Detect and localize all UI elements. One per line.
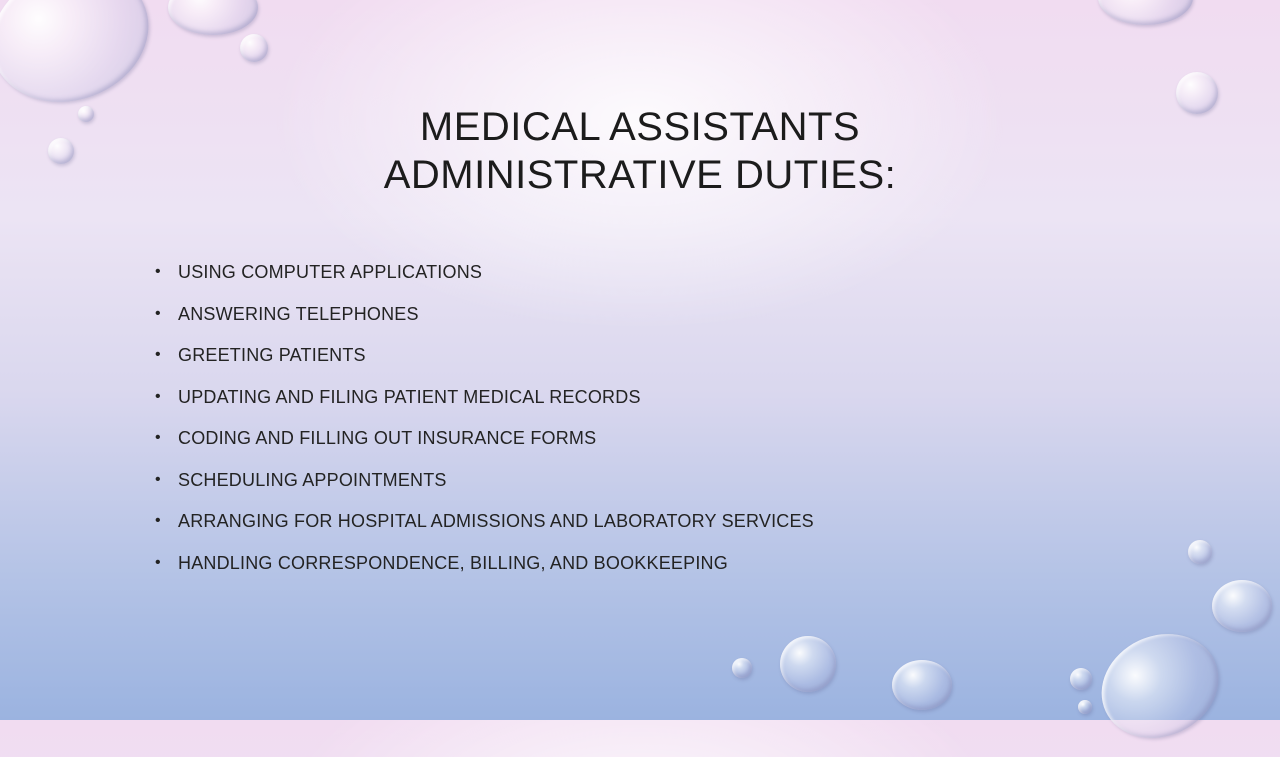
droplet-icon <box>168 0 258 35</box>
list-item <box>155 258 1155 300</box>
bullet-icon: • <box>155 263 161 280</box>
slide-title <box>0 103 1280 199</box>
list-item-text: USING COMPUTER APPLICATIONS <box>178 262 483 282</box>
list-item <box>155 383 1155 425</box>
bullet-icon: • <box>155 346 161 363</box>
droplet-icon <box>1212 580 1272 632</box>
droplet-icon <box>780 636 836 692</box>
title-line-2: ADMINISTRATIVE DUTIES: <box>383 152 897 197</box>
list-item-text: GREETING PATIENTS <box>178 345 366 365</box>
list-item <box>155 466 1155 508</box>
list-item-text: ANSWERING TELEPHONES <box>178 303 419 324</box>
list-item-text: CODING AND FILLING OUT INSURANCE FORMS <box>178 428 597 448</box>
list-item <box>155 424 1155 466</box>
list-item <box>155 507 1155 549</box>
bullet-icon: • <box>155 387 161 405</box>
duties-bullet-list <box>155 258 1155 590</box>
droplet-icon <box>240 34 268 62</box>
list-item <box>155 549 1155 591</box>
list-item <box>155 341 1155 383</box>
list-item <box>155 300 1155 342</box>
droplet-icon <box>1084 615 1235 756</box>
droplet-icon <box>1188 540 1212 564</box>
bullet-icon: • <box>155 429 161 446</box>
bullet-icon: • <box>155 512 161 529</box>
list-item-text: SCHEDULING APPOINTMENTS <box>178 469 447 490</box>
droplet-icon <box>1070 668 1092 690</box>
bullet-icon: • <box>155 304 161 322</box>
droplet-icon <box>1098 0 1193 25</box>
droplet-icon <box>1078 700 1092 714</box>
title-line-1: MEDICAL ASSISTANTS <box>419 104 861 149</box>
bullet-icon: • <box>155 470 161 488</box>
bullet-icon: • <box>155 553 161 571</box>
droplet-icon <box>892 660 952 710</box>
list-item-text: ARRANGING FOR HOSPITAL ADMISSIONS AND LABORATORY SERVICES <box>178 511 814 531</box>
list-item-text: UPDATING AND FILING PATIENT MEDICAL RECORDS <box>178 386 641 407</box>
list-item-text: HANDLING CORRESPONDENCE, BILLING, AND BOOKKEEPING <box>178 552 728 573</box>
droplet-icon <box>732 658 752 678</box>
